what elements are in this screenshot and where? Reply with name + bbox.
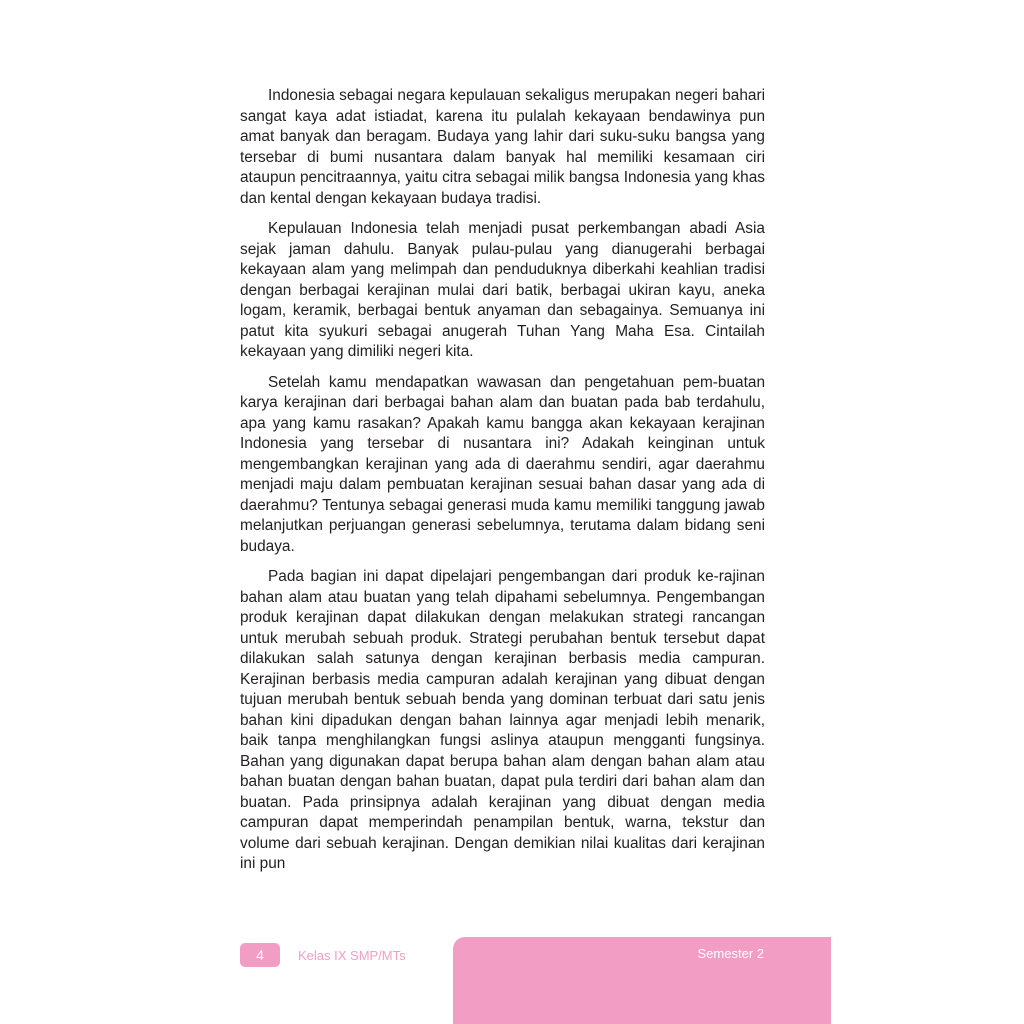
semester-label: Semester 2 — [697, 946, 764, 961]
body-text — [240, 86, 765, 885]
page-number-badge: 4 — [240, 943, 280, 967]
paragraph: Setelah kamu mendapatkan wawasan dan pengetahuan pem-buatan karya kerajinan dari berbagai bahan alam dan buatan pada bab terdahulu, apa yang kamu rasakan? Apakah kamu bangga akan kekayaan kerajinan Indonesia yang tersebar di nusantara ini? Adakah keinginan untuk mengembangkan kerajinan yang ada di daerahmu sendiri, agar daerahmu menjadi maju dalam pembuatan kerajinan sesuai bahan dasar yang ada di daerahmu? Tentunya sebagai generasi muda kamu memiliki tanggung jawab melanjutkan perjuangan generasi sebelumnya, terutama dalam bidang seni budaya. — [240, 373, 765, 555]
paragraph: Kepulauan Indonesia telah menjadi pusat perkembangan abadi Asia sejak jaman dahulu. Banyak pulau-pulau yang dianugerahi berbagai kekayaan alam yang melimpah dan penduduknya diberkahi keahlian tradisi dengan berbagai kerajinan mulai dari batik, berbagai ukiran kayu, aneka logam, keramik, berbagai bentuk anyaman dan sebagainya. Semuanya ini patut kita syukuri sebagai anugerah Tuhan Yang Maha Esa. Cintailah kekayaan yang dimiliki negeri kita. — [240, 220, 765, 360]
class-label: Kelas IX SMP/MTs — [298, 947, 406, 963]
footer-band — [453, 937, 831, 1024]
paragraph: Indonesia sebagai negara kepulauan sekaligus merupakan negeri bahari sangat kaya adat istiadat, karena itu pulalah kekayaan bendawinya pun amat banyak dan beragam. Budaya yang lahir dari suku-suku bangsa yang tersebar di bumi nusantara dalam banyak hal memiliki kesamaan ciri ataupun pencitraannya, yaitu citra sebagai milik bangsa Indonesia yang khas dan kental dengan kekayaan budaya tradisi. — [240, 87, 765, 207]
footer-left — [240, 943, 406, 967]
paragraph: Pada bagian ini dapat dipelajari pengembangan dari produk ke-rajinan bahan alam atau buatan yang telah dipahami sebelumnya. Pengembangan produk kerajinan dapat dilakukan dengan melakukan strategi rancangan untuk merubah sebuah produk. Strategi perubahan bentuk tersebut dapat dilakukan salah satunya dengan kerajinan berbasis media campuran. Kerajinan berbasis media campuran adalah kerajinan yang dibuat dengan tujuan merubah bentuk sebuah benda yang dominan terbuat dari satu jenis bahan kini dipadukan dengan bahan lainnya agar menjadi lebih menarik, baik tanpa menghilangkan fungsi aslinya ataupun mengganti fungsinya. Bahan yang digunakan dapat berupa bahan alam dengan bahan alam atau bahan buatan dengan bahan buatan, dapat pula terdiri dari bahan alam dan buatan. Pada prinsipnya adalah kerajinan yang dibuat dengan media campuran dapat memperindah penampilan bentuk, warna, tekstur dan volume dari sebuah kerajinan. Dengan demikian nilai kualitas dari kerajinan ini pun — [240, 568, 765, 872]
